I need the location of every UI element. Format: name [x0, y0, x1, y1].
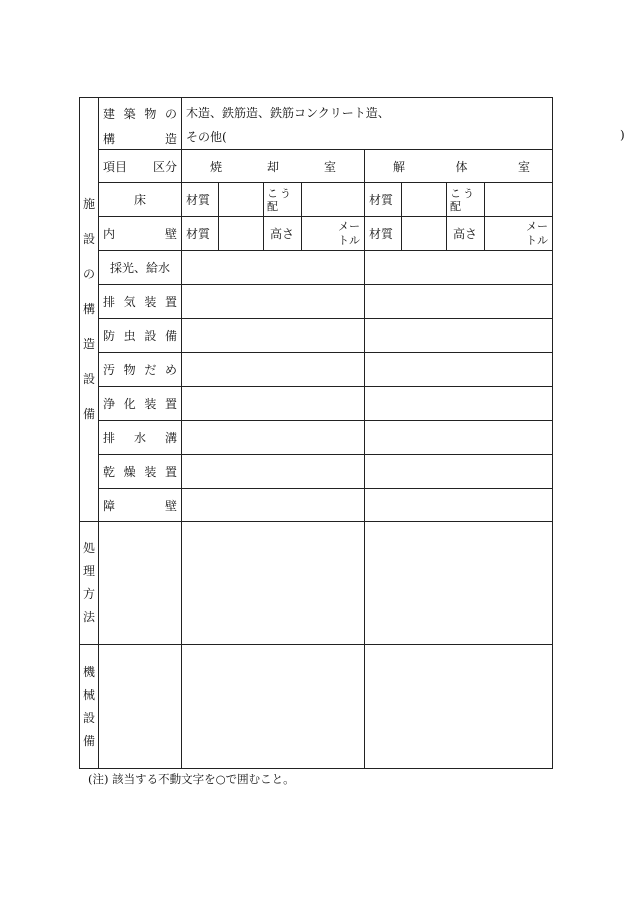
processing-method-blank	[98, 521, 182, 645]
floor-material-label-incineration: 材質	[181, 182, 219, 217]
floor-slope-label-incineration: こう配	[263, 182, 302, 217]
structure-other-prefix: その他(	[186, 130, 227, 144]
floor-slope-value-incineration	[301, 182, 365, 217]
machinery-incineration	[181, 644, 365, 769]
floor-material-label-dissection: 材質	[364, 182, 402, 217]
facility-item-label: 浄 化 装 置	[98, 386, 182, 421]
facility-item-label: 乾 燥 装 置	[98, 454, 182, 489]
meter-unit-dissection: メートル	[526, 220, 548, 247]
wall-material-value-dissection	[401, 216, 447, 251]
machinery-label: 機 械 設 備	[79, 644, 99, 769]
facility-item-dissection-cell	[364, 488, 553, 523]
facility-item-label: 排 気 装 置	[98, 284, 182, 319]
floor-material-value-incineration	[218, 182, 264, 217]
machinery-blank	[98, 644, 182, 769]
wall-height-value-incineration	[301, 216, 365, 251]
facility-item-label: 排 水 溝	[98, 420, 182, 455]
facility-item-incineration-cell	[181, 454, 365, 489]
facility-item-dissection-cell	[364, 454, 553, 489]
header-item-category: 項目 区分	[98, 149, 182, 183]
building-structure-label	[98, 97, 182, 150]
facility-item-incineration-cell	[181, 488, 365, 523]
facility-item-dissection-cell	[364, 284, 553, 319]
wall-height-value-dissection	[484, 216, 553, 251]
building-structure-label-line1: 建 築 物 の	[103, 106, 177, 121]
facility-section-label: 施 設 の 構 造 設 備	[79, 97, 99, 522]
facility-item-incineration-cell	[181, 284, 365, 319]
floor-label: 床	[98, 182, 182, 217]
inner-wall-label: 内 壁	[98, 216, 182, 251]
facility-item-incineration-cell	[181, 386, 365, 421]
footnote: (注) 該当する不動文字を○で囲むこと。	[88, 772, 295, 786]
building-structure-options	[181, 97, 625, 150]
facility-item-dissection-cell	[364, 352, 553, 387]
processing-method-label: 処 理 方 法	[79, 521, 99, 645]
facility-item-label: 防 虫 設 備	[98, 318, 182, 353]
wall-height-label-dissection: 高さ	[446, 216, 485, 251]
facility-item-label: 障 壁	[98, 488, 182, 523]
facility-item-label: 汚 物 だ め	[98, 352, 182, 387]
floor-slope-value-dissection	[484, 182, 553, 217]
wall-material-label-incineration: 材質	[181, 216, 219, 251]
processing-method-incineration	[181, 521, 365, 645]
meter-unit-incineration: メートル	[338, 220, 360, 247]
facility-item-label: 採光、給水	[98, 250, 182, 285]
facility-item-incineration-cell	[181, 318, 365, 353]
machinery-dissection	[364, 644, 553, 769]
facility-item-incineration-cell	[181, 420, 365, 455]
facility-item-incineration-cell	[181, 250, 365, 285]
structure-options-line1: 木造、鉄筋造、鉄筋コンクリート造、	[186, 106, 390, 120]
header-dissection-room: 解 体 室	[364, 149, 553, 183]
header-incineration-room: 焼 却 室	[181, 149, 365, 183]
facility-item-dissection-cell	[364, 250, 553, 285]
facility-item-dissection-cell	[364, 318, 553, 353]
floor-material-value-dissection	[401, 182, 447, 217]
facility-item-dissection-cell	[364, 420, 553, 455]
facility-form-table	[79, 97, 625, 769]
floor-slope-label-dissection: こう配	[446, 182, 485, 217]
processing-method-dissection	[364, 521, 553, 645]
wall-material-label-dissection: 材質	[364, 216, 402, 251]
facility-item-incineration-cell	[181, 352, 365, 387]
wall-material-value-incineration	[218, 216, 264, 251]
structure-other-suffix: )	[620, 128, 625, 142]
building-structure-label-line2: 構 造	[103, 131, 177, 146]
facility-item-dissection-cell	[364, 386, 553, 421]
wall-height-label-incineration: 高さ	[263, 216, 302, 251]
